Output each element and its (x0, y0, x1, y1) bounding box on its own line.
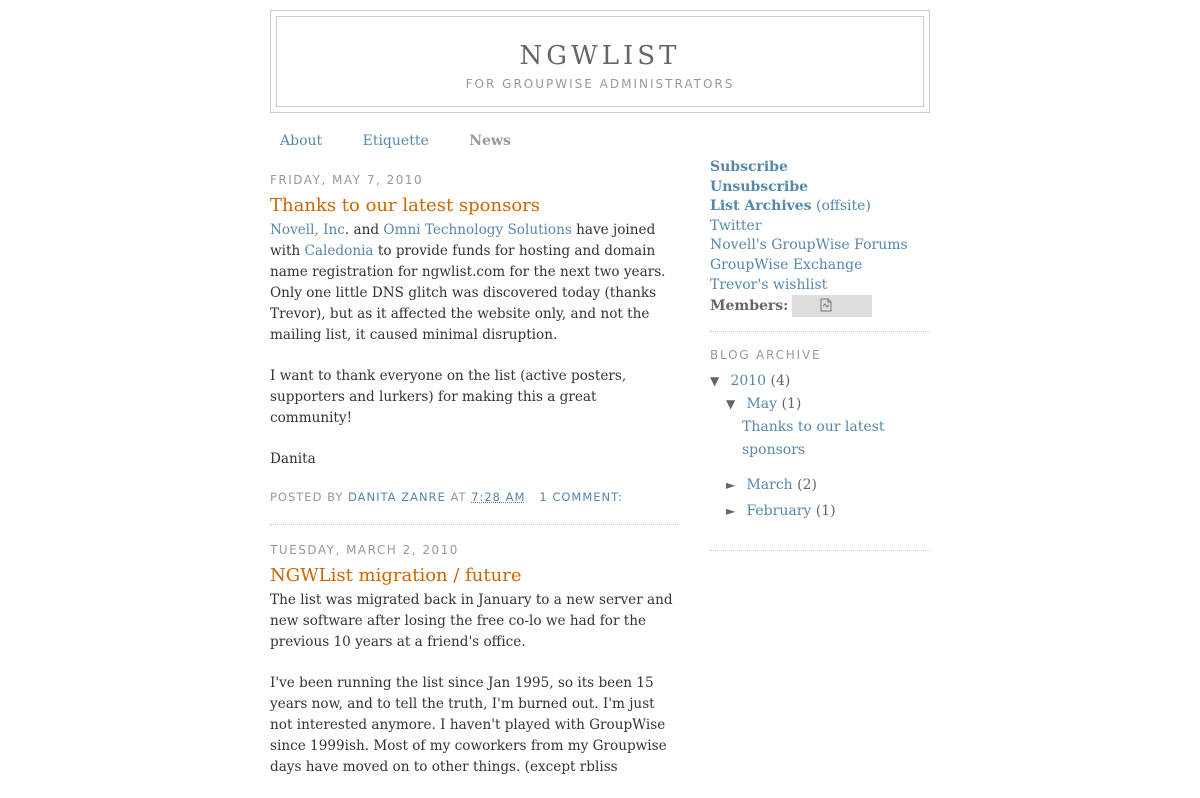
post-paragraph: I want to thank everyone on the list (active posters, supporters and lurkers) for making this a great community! (270, 368, 627, 426)
blog-header-inner (276, 16, 924, 107)
post-date: TUESDAY, MARCH 2, 2010 (270, 543, 459, 557)
post-text: . and (344, 222, 384, 238)
expand-toggle-icon[interactable]: ► (726, 478, 736, 493)
archive-title: BLOG ARCHIVE (710, 348, 822, 363)
sidebar-divider (710, 331, 930, 332)
archive-year-row (710, 370, 930, 393)
sidebar-links (710, 158, 930, 295)
collapse-toggle-icon[interactable]: ▼ (710, 374, 720, 389)
link-omni[interactable]: Omni Technology Solutions (383, 222, 572, 238)
post-author-link[interactable]: DANITA ZANRE (348, 490, 446, 504)
post-title[interactable]: NGWList migration / future (270, 565, 522, 586)
sidebar-divider (710, 550, 930, 551)
post-title[interactable]: Thanks to our latest sponsors (270, 195, 541, 216)
blog-archive (710, 348, 930, 524)
archive-month-count: (1) (781, 396, 802, 413)
post-text: have joined with (270, 222, 656, 259)
tab-about[interactable]: About (280, 133, 323, 149)
post-signature: Danita (270, 451, 316, 467)
groupwise-forums-link[interactable]: Novell's GroupWise Forums (710, 237, 908, 254)
link-caledonia[interactable]: Caledonia (304, 243, 374, 259)
blog-header (270, 10, 930, 113)
archive-month-row (710, 472, 930, 498)
post-paragraph: I've been running the list since Jan 1995, so its been 15 years now, and to tell the truth, I'm burned out. I'm just not interested anymore. I haven't played with GroupWise since 1999ish. Most of my coworkers from my Groupwise days have moved on to other things. (except rbliss (270, 675, 667, 775)
comments-link[interactable]: 1 COMMENT: (539, 490, 623, 504)
groupwise-exchange-link[interactable]: GroupWise Exchange (710, 256, 863, 273)
post-body (270, 590, 680, 778)
expand-toggle-icon[interactable]: ► (726, 504, 736, 519)
archive-month-row (710, 393, 930, 416)
members-widget (710, 295, 930, 317)
blog-description: FOR GROUPWISE ADMINISTRATORS (465, 77, 735, 91)
archive-month-link[interactable]: May (746, 396, 778, 413)
link-novell[interactable]: Novell, Inc (270, 222, 345, 238)
tab-etiquette[interactable]: Etiquette (362, 133, 429, 149)
post-timestamp-link[interactable]: 7:28 AM (471, 490, 526, 504)
post (270, 173, 680, 504)
archive-year-count: (4) (770, 373, 791, 390)
archive-month-link[interactable]: February (746, 503, 812, 520)
tab-news[interactable]: News (469, 133, 511, 149)
post-paragraph (270, 220, 680, 346)
post-footer (270, 490, 680, 504)
list-archives-link[interactable]: List Archives (710, 198, 812, 215)
post (270, 543, 680, 778)
blog-title[interactable]: NGWLIST (519, 41, 681, 71)
post-divider (270, 524, 680, 525)
page-tabs (270, 133, 537, 149)
archive-month-count: (2) (797, 477, 817, 494)
post-date: FRIDAY, MAY 7, 2010 (270, 173, 424, 187)
members-badge[interactable] (792, 295, 872, 317)
post-text: to provide funds for hosting and domain name registration for ngwlist.com for the next two years. Only one little DNS glitch was discovered today (thanks Trevor), but as it affected the website only, and not the mailing list, it caused minimal disruption. (270, 243, 666, 343)
archive-month-row (710, 498, 930, 524)
twitter-link[interactable]: Twitter (710, 217, 762, 234)
archive-post-row (710, 416, 930, 462)
broken-image-icon (820, 298, 832, 316)
archive-month-count: (1) (815, 503, 836, 520)
offsite-link[interactable]: (offsite) (816, 198, 871, 215)
archive-month-link[interactable]: March (746, 477, 793, 494)
post-paragraph: The list was migrated back in January to a new server and new software after losing the free co-lo we had for the previous 10 years at a friend's office. (270, 592, 673, 650)
post-body (270, 220, 680, 470)
collapse-toggle-icon[interactable]: ▼ (726, 397, 736, 412)
archive-year-link[interactable]: 2010 (730, 373, 767, 390)
subscribe-link[interactable]: Subscribe (710, 159, 788, 175)
main-column (270, 173, 680, 798)
members-label: Members: (710, 298, 789, 315)
sidebar (710, 158, 930, 567)
at-label: AT (450, 490, 467, 504)
unsubscribe-link[interactable]: Unsubscribe (710, 178, 809, 195)
wishlist-link[interactable]: Trevor's wishlist (710, 276, 828, 293)
posted-by-label: POSTED BY (270, 490, 344, 504)
archive-post-link[interactable]: Thanks to our latest sponsors (742, 419, 885, 459)
